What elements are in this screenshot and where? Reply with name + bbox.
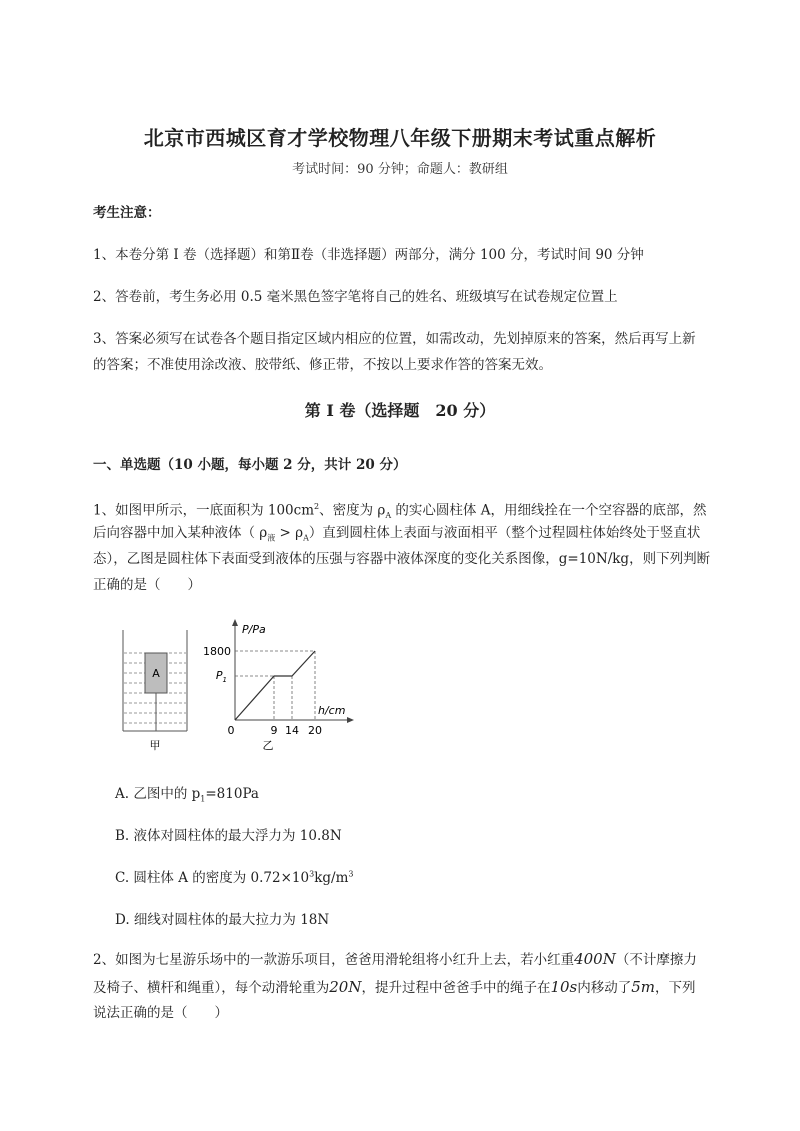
notice-item-2: 2、答卷前，考生务必用 0.5 毫米黑色签字笔将自己的姓名、班级填写在试卷规定位置上 (93, 289, 618, 305)
page-title: 北京市西城区育才学校物理八年级下册期末考试重点解析 (143, 126, 657, 150)
origin-label: 0 (227, 724, 235, 737)
section-title: 第 I 卷（选择题 20 分） (304, 401, 496, 420)
notice-item-3: 3、答案必须写在试卷各个题目指定区域内相应的位置，如需改动，先划掉原来的答案，然后再写上新 (93, 331, 696, 347)
x-tick-20: 20 (308, 724, 322, 737)
q1-line-2: 后向容器中加入某种液体（ $\rho_液 > \rho_A$）直到圆柱体上表面与液面相平（整个过程圆柱体始终处于竖直状 (93, 525, 701, 543)
q1-line-4: 正确的是（ ） (93, 577, 201, 593)
q2-line-3: 说法正确的是（ ） (93, 1005, 228, 1021)
notice-item-3-cont: 的答案；不准使用涂改液、胶带纸、修正带，不按以上要求作答的答案无效。 (93, 357, 552, 373)
q1-option-a: A. 乙图中的 $p_1=810Pa$ (115, 786, 259, 804)
q1-option-d: D. 细线对圆柱体的最大拉力为 18N (115, 912, 330, 928)
q2-line-2: 及椅子、横杆和绳重），每个动滑轮重为20N，提升过程中爸爸手中的绳子在10s内移动了5m，下列 (93, 978, 696, 996)
q1-option-c: C. 圆柱体 A 的密度为 $0.72\times 10^3kg/m^3$ (115, 869, 354, 886)
figure-right-label: 乙 (262, 739, 274, 752)
part-heading: 一、单选题（10 小题，每小题 2 分，共计 20 分） (93, 457, 407, 473)
y-axis-label: P/Pa (242, 623, 266, 636)
figure-left-label: 甲 (149, 739, 161, 752)
q1-line-3: 态），乙图是圆柱体下表面受到液体的压强与容器中液体深度的变化关系图像，g=10N/kg，则下列判断 (93, 551, 711, 567)
x-tick-14: 14 (285, 724, 299, 737)
notice-heading: 考生注意： (93, 205, 161, 221)
x-tick-9: 9 (270, 724, 278, 737)
pressure-curve (235, 651, 315, 720)
q2-line-1: 2、如图为七星游乐场中的一款游乐项目，爸爸用滑轮组将小红升上去，若小红重400N（不计摩擦力 (93, 950, 697, 968)
q1-line-1: 1、如图甲所示，一底面积为 $100cm^2$、密度为 $\rho_A$ 的实心圆柱体 A，用细线拴在一个空容器的底部，然 (93, 502, 707, 521)
figure-container-diagram (115, 625, 195, 755)
x-axis-label: h/cm (318, 704, 346, 717)
block-label: A (152, 667, 160, 680)
exam-info: 考试时间：90 分钟；命题人：教研组 (292, 162, 508, 177)
q1-option-b: B. 液体对圆柱体的最大浮力为 10.8N (115, 828, 342, 844)
y-tick-p1: $P_1$ (215, 669, 227, 684)
notice-item-1: 1、本卷分第 I 卷（选择题）和第Ⅱ卷（非选择题）两部分，满分 100 分，考试时间 90 分钟 (93, 247, 644, 263)
pressure-depth-graph (200, 615, 360, 755)
y-tick-1800: 1800 (203, 645, 231, 658)
